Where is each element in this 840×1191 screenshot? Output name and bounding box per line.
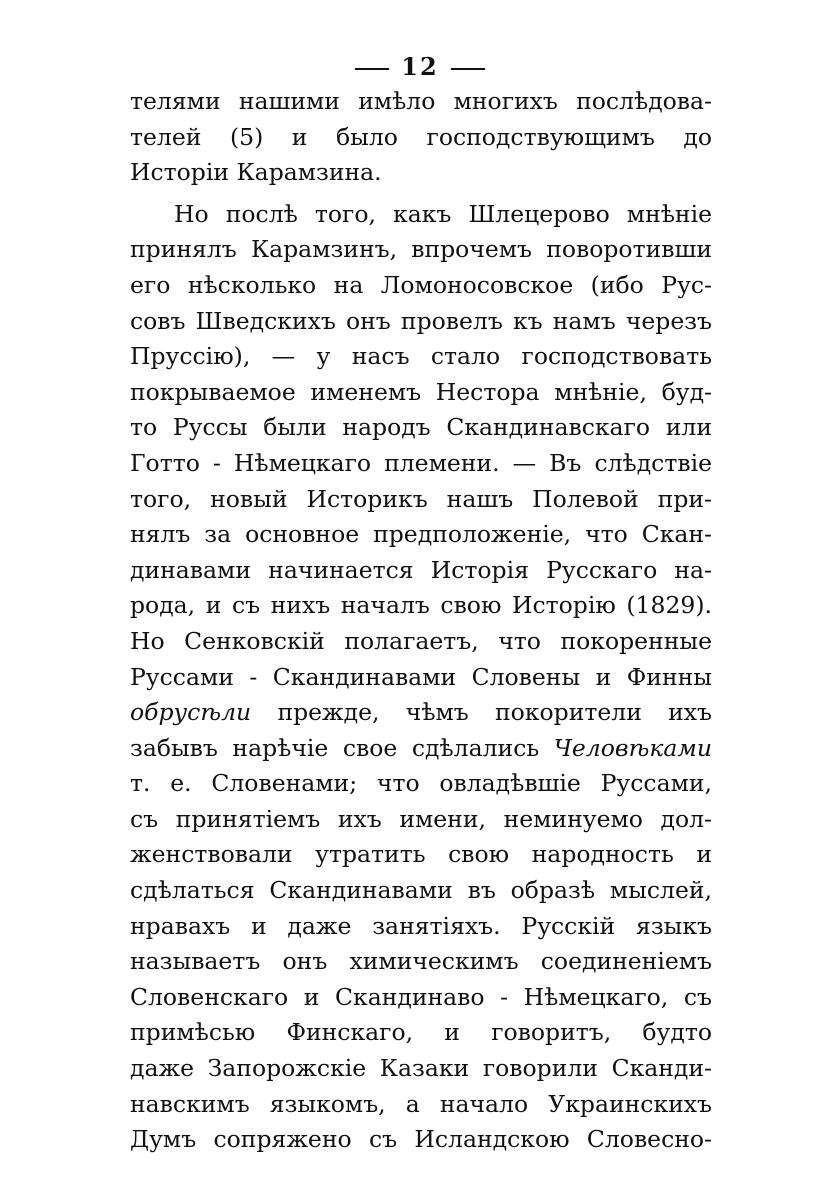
text-line: Руссами - Скандинавами Словены и Финны — [130, 662, 712, 691]
text-line: того, новый Историкъ нашъ Полевой при- — [130, 484, 712, 513]
text-line: покрываемое именемъ Нестора мнѣніе, буд- — [130, 377, 712, 406]
emphasized-word: Человѣками — [553, 733, 712, 762]
text-line: телями нашими имѣло многихъ послѣдова- — [130, 87, 712, 115]
text-line: Словенскаго и Скандинаво - Нѣмецкаго, съ — [130, 982, 712, 1011]
text-line: Исторіи Карамзина. — [130, 158, 382, 187]
emphasized-word: обрусѣли — [130, 698, 252, 727]
page-number — [0, 52, 840, 81]
page-number-dash-right — [451, 68, 485, 70]
text-line: то Руссы были народъ Скандинавскаго или — [130, 413, 712, 442]
page-number-dash-left — [355, 68, 389, 70]
text-line: принялъ Карамзинъ, впрочемъ поворотивши — [130, 235, 712, 264]
text-line: Пруссію), — у насъ стало господствовать — [130, 342, 712, 371]
text-line: даже Запорожскіе Казаки говорили Сканди- — [130, 1054, 712, 1083]
text-line: обрусѣли прежде, чѣмъ покорители ихъ — [130, 698, 712, 727]
text-line: навскимъ языкомъ, а начало Украинскихъ — [130, 1089, 712, 1118]
text-line: нялъ за основное предположеніе, что Скан- — [130, 520, 712, 549]
text-line: динавами начинается Исторія Русскаго на- — [130, 555, 712, 584]
text-line: совъ Шведскихъ онъ провелъ къ намъ черезъ — [130, 306, 712, 335]
text-line: съ принятіемъ ихъ имени, неминуемо дол- — [130, 804, 712, 833]
text-line: забывъ нарѣчіе свое сдѣлались Человѣками — [130, 733, 712, 762]
text-line: его нѣсколько на Ломоносовское (ибо Рус- — [130, 270, 712, 299]
text-line: рода, и съ нихъ началъ свою Исторію (1829). — [130, 591, 712, 620]
text-line: сдѣлаться Скандинавами въ образѣ мыслей, — [130, 876, 712, 905]
text-line: Но Сенковскій полагаетъ, что покоренные — [130, 626, 712, 655]
text-line: называетъ онъ химическимъ соединеніемъ — [130, 947, 712, 976]
text-line: Думъ сопряжено съ Исландскою Словесно- — [130, 1125, 712, 1154]
text-line: Но послѣ того, какъ Шлецерово мнѣніе — [174, 199, 712, 228]
text-line: нравахъ и даже занятіяхъ. Русскій языкъ — [130, 911, 712, 940]
text-line: Готто - Нѣмецкаго племени. — Въ слѣдствіе — [130, 448, 712, 477]
text-line: телей (5) и было господствующимъ до — [130, 122, 712, 151]
text-line: примѣсью Финскаго, и говоритъ, будто — [130, 1018, 712, 1047]
text-line: т. е. Словенами; что овладѣвшіе Руссами, — [130, 769, 712, 798]
body-text — [130, 84, 712, 1158]
page-number-value: 12 — [401, 52, 439, 81]
text-line: женствовали утратить свою народность и — [130, 840, 712, 869]
